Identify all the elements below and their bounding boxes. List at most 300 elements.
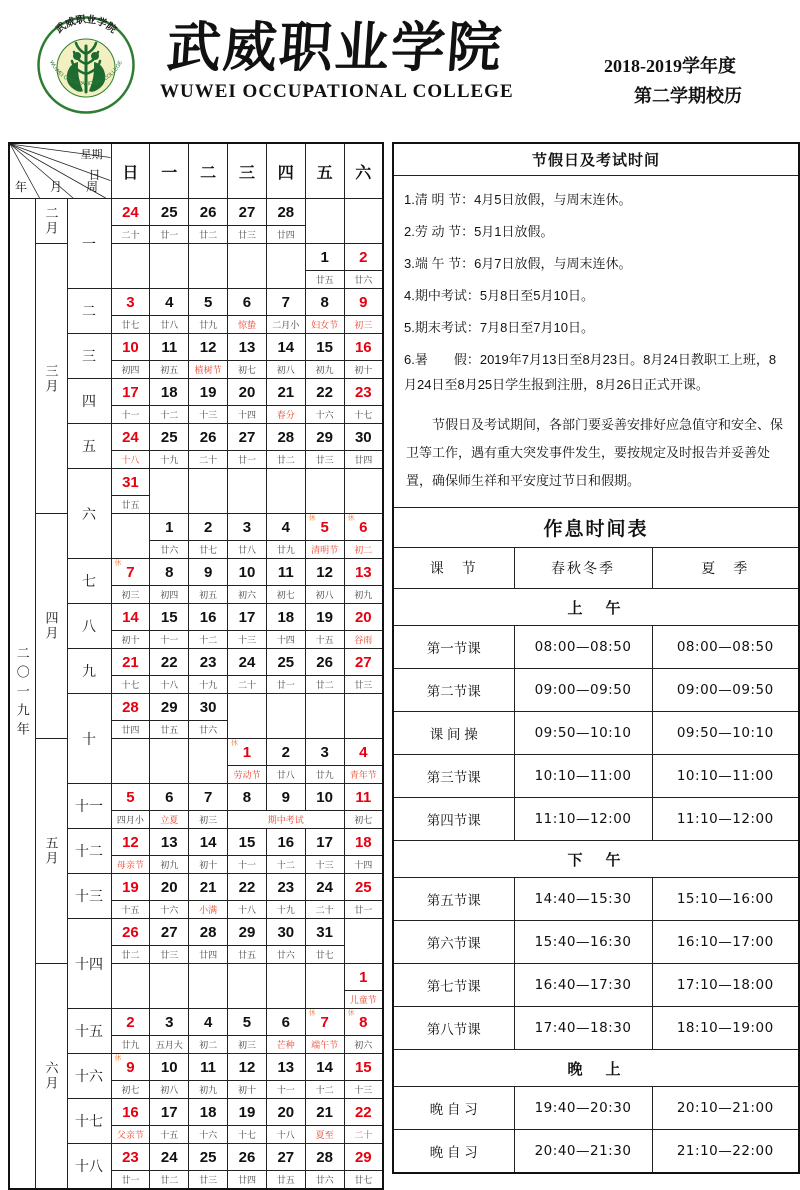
calendar-lunar-cell: 初九 xyxy=(344,586,383,604)
calendar-date-cell: 3 xyxy=(111,289,150,316)
calendar-date-cell: 13 xyxy=(344,559,383,586)
calendar-date-cell: 11 xyxy=(266,559,305,586)
calendar-lunar-cell: 十八 xyxy=(111,451,150,469)
calendar-date-cell: 18 xyxy=(266,604,305,631)
corner-month-label: 月 xyxy=(50,180,63,194)
calendar-lunar-cell: 儿童节 xyxy=(344,991,383,1009)
corner-day-label: 日 xyxy=(88,168,101,182)
calendar-date-cell: 27 xyxy=(344,649,383,676)
calendar-date-cell: 7 xyxy=(266,289,305,316)
calendar-lunar-cell: 青年节 xyxy=(344,766,383,784)
calendar-lunar-cell: 十三 xyxy=(344,1081,383,1099)
month-cell: 五月 xyxy=(35,739,67,964)
schedule-section-cell: 晚 上 xyxy=(394,1050,798,1087)
calendar-date-cell: 24 xyxy=(305,874,344,901)
week-number-cell: 十一 xyxy=(67,784,111,829)
week-number-cell: 八 xyxy=(67,604,111,649)
calendar-empty-cell xyxy=(228,469,267,514)
calendar-lunar-cell: 初二 xyxy=(344,541,383,559)
calendar-date-cell: 7 xyxy=(189,784,228,811)
calendar-date-cell: 29 xyxy=(344,1144,383,1171)
calendar-lunar-cell: 妇女节 xyxy=(305,316,344,334)
calendar-date-cell: 14 xyxy=(189,829,228,856)
calendar-empty-cell xyxy=(305,469,344,514)
calendar-date-cell: 27 xyxy=(228,199,267,226)
calendar-date-cell: 13 xyxy=(228,334,267,361)
schedule-section-row xyxy=(394,589,798,626)
calendar-lunar-cell: 十八 xyxy=(228,901,267,919)
calendar-date-cell: 8 xyxy=(228,784,267,811)
rest-day-mark: 休 xyxy=(347,1010,355,1017)
calendar-date-cell: 17 xyxy=(150,1099,189,1126)
holiday-panel-body xyxy=(394,176,798,507)
calendar-lunar-cell: 四月小 xyxy=(111,811,150,829)
calendar-date-cell: 27 xyxy=(266,1144,305,1171)
calendar-date-cell: 25 xyxy=(150,199,189,226)
calendar-date-cell: 14 xyxy=(305,1054,344,1081)
calendar-lunar-cell: 立夏 xyxy=(150,811,189,829)
calendar-lunar-cell: 初三 xyxy=(189,811,228,829)
schedule-time-cell: 11:10—12:00 xyxy=(514,798,652,841)
calendar-date-cell: 21 xyxy=(266,379,305,406)
calendar-lunar-cell: 惊蛰 xyxy=(228,316,267,334)
calendar-date-cell: 28 xyxy=(189,919,228,946)
schedule-row xyxy=(394,669,798,712)
calendar-date-cell: 26 xyxy=(189,199,228,226)
schedule-row xyxy=(394,626,798,669)
calendar-date-cell: 28 xyxy=(111,694,150,721)
calendar-date-cell: 29 xyxy=(228,919,267,946)
calendar-empty-cell xyxy=(111,514,150,559)
schedule-time-cell: 14:40—15:30 xyxy=(514,878,652,921)
rest-day-mark: 休 xyxy=(231,740,239,747)
calendar-date-cell: 11 xyxy=(344,784,383,811)
calendar-date-cell: 18 xyxy=(344,829,383,856)
calendar-date-cell: 18 xyxy=(189,1099,228,1126)
calendar-lunar-cell: 廿一 xyxy=(111,1171,150,1190)
calendar-lunar-cell: 夏至 xyxy=(305,1126,344,1144)
calendar-date-cell: 27 xyxy=(150,919,189,946)
calendar-date-cell: 21 xyxy=(111,649,150,676)
calendar-lunar-cell: 廿八 xyxy=(266,766,305,784)
calendar-date-cell: 9 xyxy=(266,784,305,811)
calendar-lunar-cell: 初六 xyxy=(344,1036,383,1054)
schedule-time-cell: 16:10—17:00 xyxy=(652,921,798,964)
calendar-date-cell: 26 xyxy=(228,1144,267,1171)
calendar-lunar-cell: 廿六 xyxy=(266,946,305,964)
calendar-lunar-cell: 端午节 xyxy=(305,1036,344,1054)
calendar-lunar-cell: 十一 xyxy=(266,1081,305,1099)
week-number-cell: 十四 xyxy=(67,919,111,1009)
calendar-lunar-cell: 廿七 xyxy=(111,316,150,334)
calendar-lunar-cell: 初五 xyxy=(150,361,189,379)
calendar-date-cell: 14 xyxy=(111,604,150,631)
holiday-item: 5.期末考试：7月8日至7月10日。 xyxy=(404,320,594,335)
calendar-empty-cell xyxy=(266,694,305,739)
calendar-date-cell: 19 xyxy=(228,1099,267,1126)
calendar-empty-cell xyxy=(305,964,344,1009)
calendar-date-row xyxy=(9,244,383,271)
calendar-empty-cell xyxy=(344,694,383,739)
calendar-lunar-cell: 廿三 xyxy=(189,1171,228,1190)
calendar-lunar-cell: 廿九 xyxy=(305,766,344,784)
calendar-date-cell: 23 xyxy=(266,874,305,901)
calendar-date-cell: 29 xyxy=(150,694,189,721)
calendar-date-cell: 12 xyxy=(228,1054,267,1081)
calendar-date-cell: 13 xyxy=(266,1054,305,1081)
calendar-lunar-cell: 初九 xyxy=(189,1081,228,1099)
calendar-lunar-cell: 初七 xyxy=(266,586,305,604)
rest-day-mark: 休 xyxy=(308,1010,316,1017)
schedule-label-cell: 晚 自 习 xyxy=(394,1087,514,1130)
schedule-label-cell: 第五节课 xyxy=(394,878,514,921)
calendar-lunar-cell: 廿三 xyxy=(305,451,344,469)
schedule-time-cell: 10:10—11:00 xyxy=(652,755,798,798)
schedule-time-cell: 09:50—10:10 xyxy=(514,712,652,755)
calendar-lunar-cell: 廿一 xyxy=(228,451,267,469)
right-panel xyxy=(392,142,800,1174)
calendar-lunar-cell: 廿一 xyxy=(266,676,305,694)
week-number-cell: 三 xyxy=(67,334,111,379)
calendar-lunar-cell: 十四 xyxy=(266,631,305,649)
schedule-header-cell: 课 节 xyxy=(394,548,514,589)
calendar-lunar-cell: 十二 xyxy=(266,856,305,874)
calendar-date-cell: 15 xyxy=(305,334,344,361)
schedule-time-cell: 15:40—16:30 xyxy=(514,921,652,964)
calendar-lunar-cell: 初八 xyxy=(150,1081,189,1099)
calendar-date-cell: 11 xyxy=(150,334,189,361)
schedule-time-cell: 21:10—22:00 xyxy=(652,1130,798,1173)
corner-year-label: 年 xyxy=(15,180,28,194)
calendar-date-cell: 25 xyxy=(344,874,383,901)
schedule-label-cell: 第七节课 xyxy=(394,964,514,1007)
calendar-lunar-cell: 廿七 xyxy=(305,946,344,964)
calendar-lunar-cell: 初九 xyxy=(305,361,344,379)
calendar-date-cell: 2 xyxy=(189,514,228,541)
calendar-date-cell: 22 xyxy=(150,649,189,676)
calendar-date-cell: 19 xyxy=(305,604,344,631)
calendar-lunar-cell: 二十 xyxy=(305,901,344,919)
calendar-lunar-cell: 初八 xyxy=(305,586,344,604)
calendar-date-cell: 17 xyxy=(111,379,150,406)
calendar-date-cell: 休 7 xyxy=(111,559,150,586)
calendar-lunar-cell: 初十 xyxy=(344,361,383,379)
calendar-lunar-cell: 初三 xyxy=(228,1036,267,1054)
calendar-header-row xyxy=(9,143,383,199)
day-header-fri: 五 xyxy=(305,143,344,199)
calendar-lunar-cell: 初四 xyxy=(150,586,189,604)
calendar-date-cell: 31 xyxy=(305,919,344,946)
calendar-lunar-cell: 十二 xyxy=(305,1081,344,1099)
calendar-date-row xyxy=(9,199,383,226)
calendar-date-cell: 19 xyxy=(111,874,150,901)
schedule-time-cell: 17:40—18:30 xyxy=(514,1007,652,1050)
calendar-date-cell: 4 xyxy=(266,514,305,541)
calendar-empty-cell xyxy=(111,244,150,289)
calendar-date-cell: 1 xyxy=(344,964,383,991)
schedule-header-cell: 夏 季 xyxy=(652,548,798,589)
calendar-date-cell: 10 xyxy=(228,559,267,586)
holiday-panel-title: 节假日及考试时间 xyxy=(394,144,798,176)
calendar-date-cell: 14 xyxy=(266,334,305,361)
calendar-date-cell: 12 xyxy=(189,334,228,361)
calendar-empty-cell xyxy=(305,199,344,244)
calendar-lunar-cell: 廿三 xyxy=(150,946,189,964)
calendar-lunar-cell: 二十 xyxy=(228,676,267,694)
calendar-lunar-cell: 廿四 xyxy=(266,226,305,244)
academic-year: 2018-2019学年度 xyxy=(604,56,736,76)
calendar-date-cell: 6 xyxy=(266,1009,305,1036)
calendar-date-cell: 4 xyxy=(344,739,383,766)
calendar-lunar-cell: 廿四 xyxy=(228,1171,267,1190)
calendar-date-cell: 10 xyxy=(111,334,150,361)
calendar-lunar-cell: 初三 xyxy=(344,316,383,334)
schedule-time-cell: 17:10—18:00 xyxy=(652,964,798,1007)
calendar-lunar-cell: 初九 xyxy=(150,856,189,874)
calendar-empty-cell xyxy=(344,199,383,244)
calendar-lunar-cell: 十九 xyxy=(266,901,305,919)
calendar-date-cell: 5 xyxy=(111,784,150,811)
calendar-lunar-cell: 五月大 xyxy=(150,1036,189,1054)
calendar-date-cell: 28 xyxy=(305,1144,344,1171)
calendar-lunar-cell: 十五 xyxy=(305,631,344,649)
calendar-lunar-cell: 廿六 xyxy=(189,721,228,739)
holiday-item: 1.清 明 节：4月5日放假，与周末连休。 xyxy=(404,192,632,207)
calendar-date-cell: 20 xyxy=(150,874,189,901)
schedule-label-cell: 第一节课 xyxy=(394,626,514,669)
calendar-table xyxy=(8,142,384,1190)
calendar-empty-cell xyxy=(228,244,267,289)
calendar-date-cell: 17 xyxy=(228,604,267,631)
calendar-date-cell: 29 xyxy=(305,424,344,451)
schedule-row xyxy=(394,712,798,755)
calendar-lunar-cell: 十七 xyxy=(228,1126,267,1144)
calendar-lunar-cell: 十六 xyxy=(305,406,344,424)
calendar-date-cell: 31 xyxy=(111,469,150,496)
calendar-lunar-cell: 廿八 xyxy=(150,316,189,334)
holiday-item: 3.端 午 节：6月7日放假，与周末连休。 xyxy=(404,256,632,271)
calendar-lunar-cell: 小满 xyxy=(189,901,228,919)
college-name-en: WUWEI OCCUPATIONAL COLLEGE xyxy=(160,81,514,103)
day-header-sat: 六 xyxy=(344,143,383,199)
calendar-lunar-cell: 廿九 xyxy=(111,1036,150,1054)
calendar-date-row xyxy=(9,739,383,766)
calendar-lunar-cell: 廿一 xyxy=(344,901,383,919)
schedule-time-cell: 16:40—17:30 xyxy=(514,964,652,1007)
calendar-lunar-cell: 十八 xyxy=(266,1126,305,1144)
calendar-lunar-cell: 初六 xyxy=(228,586,267,604)
week-number-cell: 十三 xyxy=(67,874,111,919)
calendar-empty-cell xyxy=(150,739,189,784)
calendar-date-cell: 9 xyxy=(344,289,383,316)
calendar-date-cell: 10 xyxy=(150,1054,189,1081)
calendar-lunar-cell: 十三 xyxy=(305,856,344,874)
semester-title: 第二学期校历 xyxy=(634,85,742,106)
schedule-time-cell: 09:00—09:50 xyxy=(514,669,652,712)
calendar-lunar-cell: 初二 xyxy=(189,1036,228,1054)
month-cell: 四月 xyxy=(35,514,67,739)
calendar-empty-cell xyxy=(189,964,228,1009)
calendar-lunar-cell: 母亲节 xyxy=(111,856,150,874)
schedule-time-cell: 09:50—10:10 xyxy=(652,712,798,755)
calendar-date-cell: 30 xyxy=(189,694,228,721)
calendar-date-cell: 3 xyxy=(305,739,344,766)
logo-arc-text-cn: 武威职业学院 xyxy=(53,14,119,36)
schedule-time-cell: 18:10—19:00 xyxy=(652,1007,798,1050)
week-number-cell: 六 xyxy=(67,469,111,559)
college-name-cn: 武威职业学院 xyxy=(164,15,506,79)
calendar-lunar-cell: 廿二 xyxy=(150,1171,189,1190)
calendar-empty-cell xyxy=(305,694,344,739)
schedule-row xyxy=(394,964,798,1007)
week-number-cell: 十六 xyxy=(67,1054,111,1099)
schedule-label-cell: 第八节课 xyxy=(394,1007,514,1050)
calendar-date-cell: 1 xyxy=(150,514,189,541)
calendar-lunar-cell: 十一 xyxy=(228,856,267,874)
schedule-row xyxy=(394,755,798,798)
calendar-corner-cell xyxy=(9,143,111,199)
calendar-date-cell: 11 xyxy=(189,1054,228,1081)
schedule-time-cell: 10:10—11:00 xyxy=(514,755,652,798)
week-number-cell: 五 xyxy=(67,424,111,469)
year-cell: 二〇一九年 xyxy=(9,199,35,1190)
calendar-lunar-cell: 廿六 xyxy=(150,541,189,559)
calendar-lunar-cell: 廿二 xyxy=(305,676,344,694)
calendar-lunar-cell: 廿三 xyxy=(344,676,383,694)
calendar-lunar-cell: 十三 xyxy=(189,406,228,424)
calendar-date-cell: 12 xyxy=(305,559,344,586)
calendar-lunar-cell: 廿五 xyxy=(305,271,344,289)
calendar-lunar-cell: 初七 xyxy=(344,811,383,829)
calendar-date-cell: 休 8 xyxy=(344,1009,383,1036)
calendar-lunar-cell: 父亲节 xyxy=(111,1126,150,1144)
schedule-time-cell: 19:40—20:30 xyxy=(514,1087,652,1130)
calendar-empty-cell xyxy=(228,694,267,739)
schedule-time-cell: 08:00—08:50 xyxy=(652,626,798,669)
holiday-item: 6.暑 假：2019年7月13日至8月23日。8月24日教职工上班，8月24日至8月25日学生报到注册，8月26日正式开课。 xyxy=(404,352,777,392)
holiday-note: 节假日及考试期间，各部门要妥善安排好应急值守和安全、保卫等工作，遇有重大突发事件发生，要按规定及时报告并妥善处置，确保师生祥和平安度过节日和假期。 xyxy=(406,417,784,488)
calendar-lunar-cell: 廿二 xyxy=(266,451,305,469)
schedule-label-cell: 课 间 操 xyxy=(394,712,514,755)
calendar-lunar-cell: 劳动节 xyxy=(228,766,267,784)
calendar-date-cell: 16 xyxy=(111,1099,150,1126)
calendar-date-cell: 28 xyxy=(266,424,305,451)
holiday-item: 4.期中考试：5月8日至5月10日。 xyxy=(404,288,594,303)
calendar-lunar-cell: 二月小 xyxy=(266,316,305,334)
calendar-date-cell: 16 xyxy=(344,334,383,361)
calendar-date-cell: 18 xyxy=(150,379,189,406)
calendar-date-cell: 16 xyxy=(189,604,228,631)
calendar-lunar-cell: 廿三 xyxy=(228,226,267,244)
calendar-lunar-cell: 十六 xyxy=(189,1126,228,1144)
calendar-empty-cell xyxy=(189,244,228,289)
calendar-date-cell: 27 xyxy=(228,424,267,451)
calendar-date-cell: 25 xyxy=(189,1144,228,1171)
calendar-lunar-cell: 初十 xyxy=(228,1081,267,1099)
calendar-lunar-cell: 十六 xyxy=(150,901,189,919)
calendar-lunar-cell: 初三 xyxy=(111,586,150,604)
day-header-sun: 日 xyxy=(111,143,150,199)
calendar-date-cell: 17 xyxy=(305,829,344,856)
schedule-time-cell: 20:10—21:00 xyxy=(652,1087,798,1130)
schedule-row xyxy=(394,1130,798,1173)
schedule-label-cell: 第四节课 xyxy=(394,798,514,841)
calendar-lunar-cell: 春分 xyxy=(266,406,305,424)
calendar-date-cell: 4 xyxy=(150,289,189,316)
month-cell: 二月 xyxy=(35,199,67,244)
calendar-date-cell: 休 6 xyxy=(344,514,383,541)
calendar-date-cell: 5 xyxy=(189,289,228,316)
calendar-date-cell: 13 xyxy=(150,829,189,856)
calendar-date-cell: 15 xyxy=(228,829,267,856)
week-number-cell: 七 xyxy=(67,559,111,604)
calendar-lunar-cell: 十四 xyxy=(228,406,267,424)
month-cell: 六月 xyxy=(35,964,67,1190)
calendar-date-cell: 30 xyxy=(344,424,383,451)
calendar-lunar-cell: 廿五 xyxy=(228,946,267,964)
schedule-row xyxy=(394,1007,798,1050)
calendar-lunar-cell: 廿九 xyxy=(189,316,228,334)
calendar-date-cell: 20 xyxy=(344,604,383,631)
calendar-date-cell: 2 xyxy=(111,1009,150,1036)
calendar-date-cell: 26 xyxy=(189,424,228,451)
calendar-lunar-cell: 廿五 xyxy=(150,721,189,739)
calendar-lunar-cell: 二十 xyxy=(344,1126,383,1144)
week-number-cell: 十 xyxy=(67,694,111,784)
schedule-title: 作息时间表 xyxy=(394,507,798,548)
calendar-date-cell: 23 xyxy=(111,1144,150,1171)
calendar-date-cell: 30 xyxy=(266,919,305,946)
calendar-lunar-cell: 十七 xyxy=(111,676,150,694)
calendar-date-cell: 19 xyxy=(189,379,228,406)
schedule-header-cell: 春秋冬季 xyxy=(514,548,652,589)
corner-zhou-label: 周 xyxy=(86,180,99,194)
schedule-row xyxy=(394,798,798,841)
calendar-date-cell: 5 xyxy=(228,1009,267,1036)
calendar-lunar-cell: 十三 xyxy=(228,631,267,649)
calendar-lunar-cell: 植树节 xyxy=(189,361,228,379)
calendar-lunar-cell: 初十 xyxy=(189,856,228,874)
college-logo xyxy=(36,12,136,118)
calendar-lunar-cell: 廿五 xyxy=(111,496,150,514)
schedule-section-cell: 上 午 xyxy=(394,589,798,626)
calendar-date-cell: 21 xyxy=(305,1099,344,1126)
schedule-time-cell: 15:10—16:00 xyxy=(652,878,798,921)
calendar-date-cell: 2 xyxy=(344,244,383,271)
calendar-lunar-cell: 廿四 xyxy=(189,946,228,964)
calendar-empty-cell xyxy=(189,469,228,514)
calendar-date-cell: 9 xyxy=(189,559,228,586)
day-header-mon: 一 xyxy=(150,143,189,199)
calendar-empty-cell xyxy=(266,244,305,289)
day-header-tue: 二 xyxy=(189,143,228,199)
calendar-lunar-cell: 十九 xyxy=(150,451,189,469)
calendar-date-cell: 1 xyxy=(305,244,344,271)
calendar-date-cell: 24 xyxy=(228,649,267,676)
schedule-table xyxy=(394,548,798,1172)
calendar-empty-cell xyxy=(111,964,150,1009)
calendar-lunar-cell: 初七 xyxy=(111,1081,150,1099)
calendar-date-cell: 16 xyxy=(266,829,305,856)
week-number-cell: 二 xyxy=(67,289,111,334)
calendar-lunar-cell: 十八 xyxy=(150,676,189,694)
calendar-lunar-cell: 十七 xyxy=(344,406,383,424)
calendar-empty-cell xyxy=(228,964,267,1009)
calendar-lunar-cell: 初八 xyxy=(266,361,305,379)
calendar-lunar-merged-cell: 期中考试 xyxy=(228,811,345,829)
calendar-date-cell: 25 xyxy=(266,649,305,676)
week-number-cell: 十二 xyxy=(67,829,111,874)
